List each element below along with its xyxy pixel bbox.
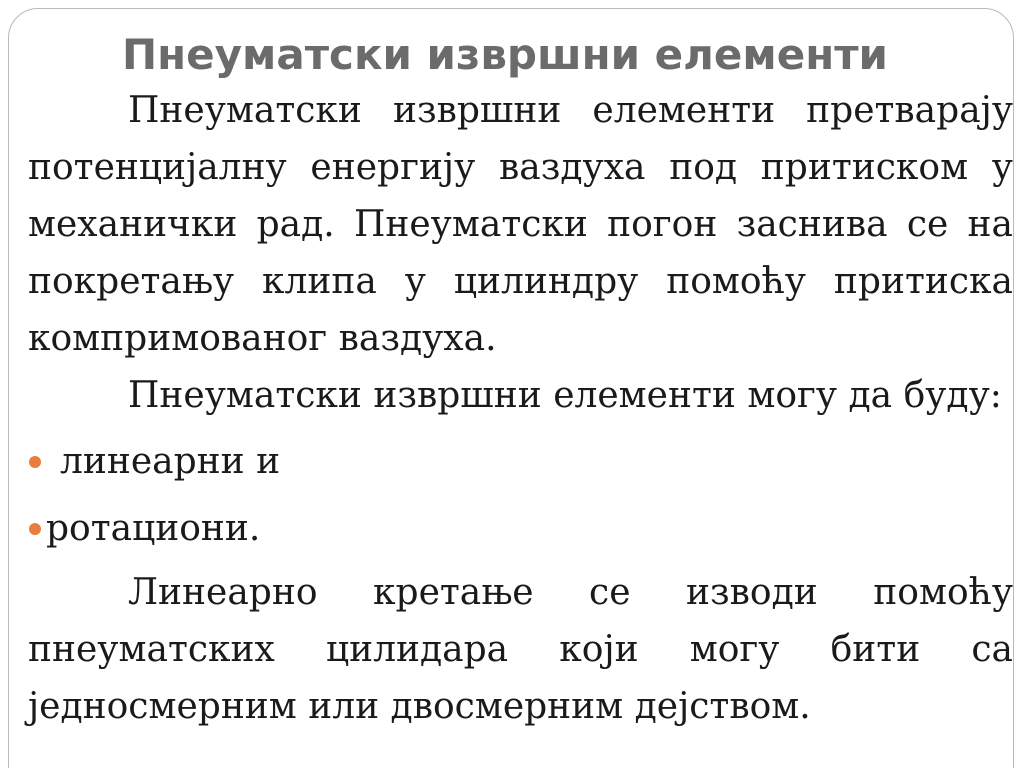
bullet-text: ротациони. bbox=[46, 508, 261, 549]
bullet-list bbox=[28, 428, 1013, 562]
bullet-item-linear bbox=[28, 428, 1013, 495]
paragraph-types: Пнеуматски извршни елементи могу да буду: bbox=[128, 375, 1002, 416]
paragraph-intro: Пнеуматски извршни елементи претварају потенцијалну енергију ваздуха под притиском у механички рад. Пнеуматски погон заснива се на покретању клипа у цилиндру помоћу притиска компримованог ваздуха. bbox=[28, 90, 1013, 359]
paragraph-linear-motion: Линеарно кретање се изводи помоћу пнеуматских цилидара који могу бити са једносмерним или двосмерним дејством. bbox=[28, 572, 1013, 727]
bullet-dot-icon bbox=[29, 456, 41, 468]
bullet-dot-icon bbox=[29, 523, 41, 535]
slide-title: Пнеуматски извршни елементи bbox=[122, 30, 888, 79]
slide-body bbox=[28, 82, 1013, 735]
bullet-item-rotary bbox=[28, 495, 1013, 562]
bullet-text: линеарни и bbox=[60, 441, 281, 482]
